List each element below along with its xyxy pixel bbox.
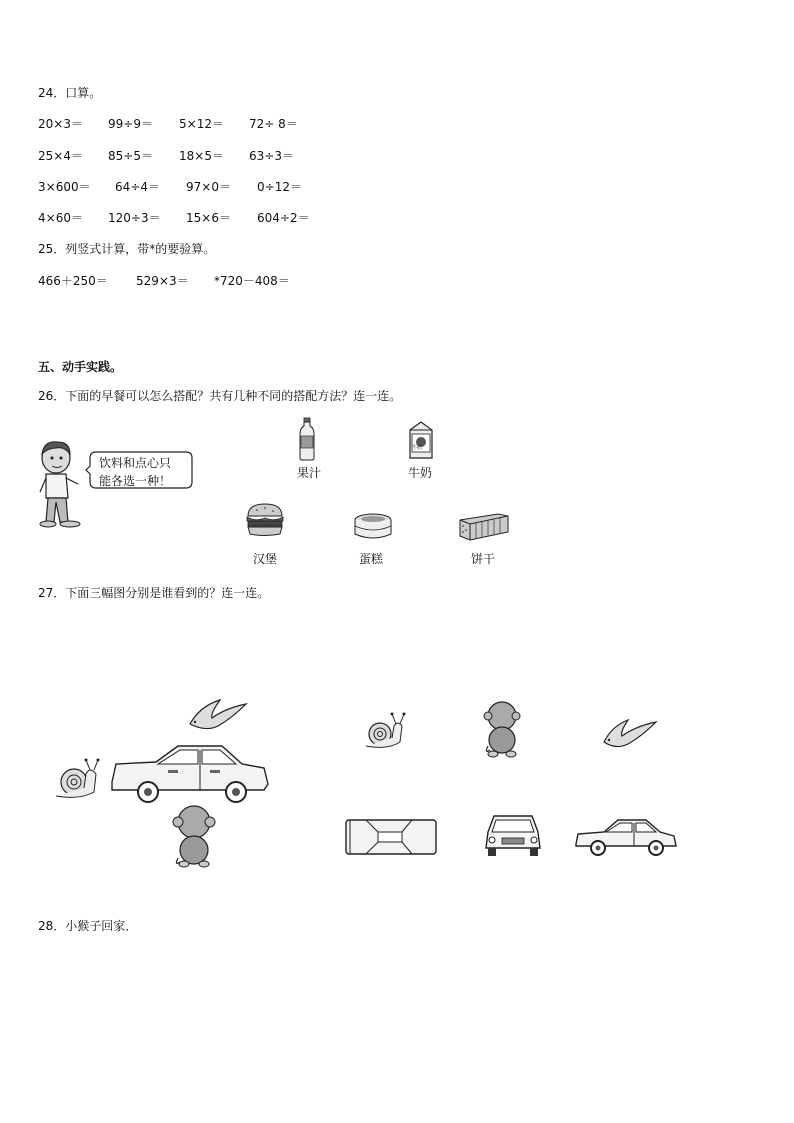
q24-row-3 [0, 178, 794, 194]
biscuit-icon [458, 510, 510, 542]
bird-icon [190, 700, 246, 729]
milk-carton-text: 牛奶 [412, 445, 423, 451]
q28-title: 28．小猴子回家． [38, 919, 138, 933]
speech-line-2: 能各选一种！ [99, 474, 172, 488]
q24-cell: 20×3＝ [38, 117, 83, 131]
boy-illustration [34, 436, 94, 532]
q27-title: 27．下面三幅图分别是谁看到的？连一连。 [38, 586, 270, 600]
monkey-icon [173, 806, 215, 867]
q25-title: 25．列竖式计算，带*的要验算。 [38, 242, 216, 256]
q24-cell: 72÷ 8＝ [249, 117, 298, 131]
q25-item: 466＋250＝ [38, 274, 108, 288]
speech-line-1: 饮料和点心只 [99, 456, 172, 470]
monkey-small-icon [480, 700, 524, 758]
q24-cell: 25×4＝ [38, 149, 83, 163]
car-front-view-icon [482, 812, 544, 858]
q24-cell: 99÷9＝ [108, 117, 153, 131]
drink-label-juice: 果汁 [297, 466, 322, 480]
q24-cell: 64÷4＝ [115, 180, 160, 194]
cake-icon [353, 512, 393, 542]
q24-cell: 120÷3＝ [108, 211, 161, 225]
snack-label-biscuit: 饼干 [471, 552, 496, 566]
q26-title: 26．下面的早餐可以怎么搭配？共有几种不同的搭配方法？连一连。 [38, 389, 402, 403]
q25-item: *720－408＝ [214, 274, 290, 288]
q24-cell: 4×60＝ [38, 211, 83, 225]
scene-illustration [50, 688, 290, 868]
q24-cell: 5×12＝ [179, 117, 224, 131]
q25-item: 529×3＝ [136, 274, 189, 288]
q24-cell: 604÷2＝ [257, 211, 310, 225]
q24-cell: 0÷12＝ [257, 180, 302, 194]
q24-row-2 [0, 147, 794, 163]
q24-cell: 3×600＝ [38, 180, 91, 194]
q24-title: 24．口算。 [38, 86, 102, 100]
car-top-view-icon [344, 816, 438, 858]
drink-label-milk: 牛奶 [408, 466, 433, 480]
section5-title: 五、动手实践。 [38, 360, 123, 374]
snail-small-icon [364, 710, 410, 750]
snail-icon [56, 759, 100, 798]
snack-label-cake: 蛋糕 [359, 552, 384, 566]
snack-label-hamburger: 汉堡 [253, 552, 278, 566]
bird-small-icon [600, 710, 660, 750]
juice-bottle-icon [299, 418, 315, 460]
q24-cell: 18×5＝ [179, 149, 224, 163]
car-side-view-icon [574, 814, 678, 858]
car-icon [112, 746, 268, 802]
q25-items [0, 272, 794, 288]
q24-cell: 15×6＝ [186, 211, 231, 225]
q24-cell: 97×0＝ [186, 180, 231, 194]
q24-cell: 85÷5＝ [108, 149, 153, 163]
milk-carton-icon [406, 420, 436, 460]
q24-cell: 63÷3＝ [249, 149, 294, 163]
hamburger-icon [245, 502, 285, 538]
q24-row-1 [0, 115, 794, 131]
q24-row-4 [0, 209, 794, 225]
